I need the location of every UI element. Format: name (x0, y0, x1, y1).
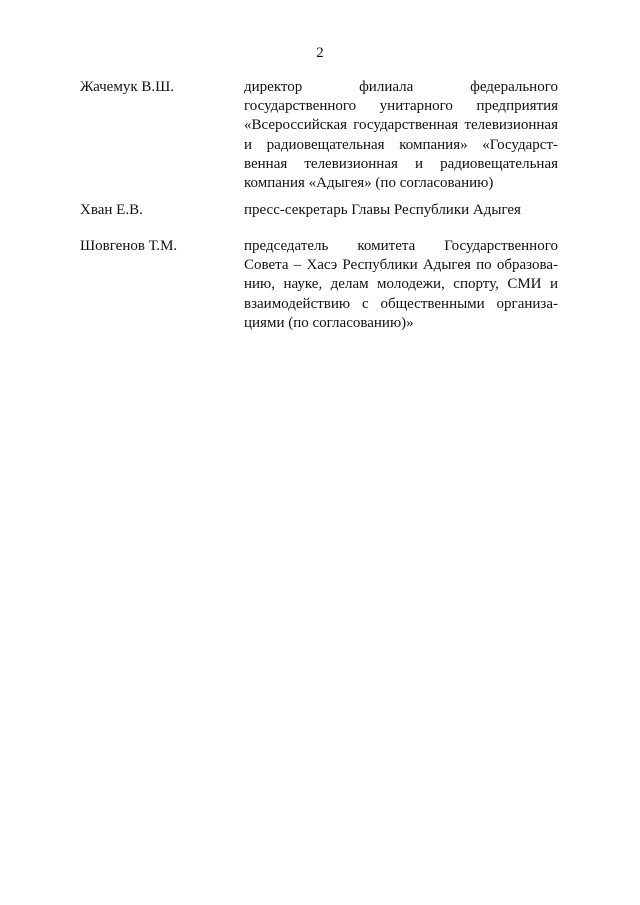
person-name: Хван Е.В. (80, 202, 143, 218)
position-line: Совета – Хасэ Республики Адыгея по образова- (244, 257, 558, 274)
position-line: взаимодействию с общественными организа- (244, 295, 558, 312)
person-name: Жачемук В.Ш. (80, 79, 174, 95)
position-line: государственного унитарного предприятия (244, 98, 558, 115)
position-line: нию, науке, делам молодежи, спорту, СМИ и (244, 276, 558, 293)
person-name: Шовгенов Т.М. (80, 238, 178, 254)
position-line: циями (по согласованию)» (244, 314, 414, 331)
position-line: венная телевизионная и радиовещательная (244, 155, 558, 172)
person-position (244, 78, 558, 193)
position-line: «Всероссийская государственная телевизионная (244, 117, 558, 134)
position-line: пресс-секретарь Главы Республики Адыгея (244, 202, 521, 218)
position-line: и радиовещательная компания» «Государст- (244, 136, 558, 153)
position-line: директор филиала федерального (244, 79, 558, 95)
person-position (244, 201, 558, 220)
position-line: председатель комитета Государственного (244, 238, 558, 254)
person-position (244, 237, 558, 333)
page-number: 2 (316, 45, 324, 61)
position-line: компания «Адыгея» (по согласованию) (244, 175, 494, 192)
